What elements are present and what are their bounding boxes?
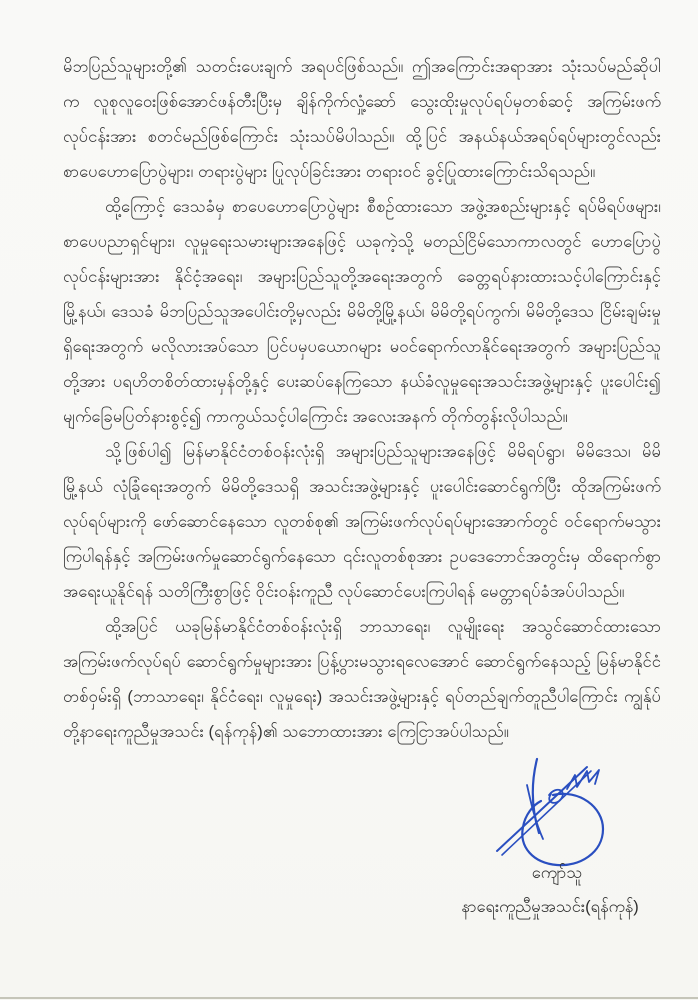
letter-body	[63, 50, 661, 750]
paragraph-1: မိဘပြည်သူများတို့၏ သတင်းပေးချက် အရပင်ဖြစ်သည်။ ဤအကြောင်းအရာအား သုံးသပ်မည်ဆိုပါက လူစုလူဝေးဖြစ်အောင်ဖန်တီးပြီးမှ ချိန်ကိုက်လှုံ့ဆော် သွေးထိုးမှုလုပ်ရပ်မှတစ်ဆင့် အကြမ်းဖက်လုပ်ငန်းအား စတင်မည်ဖြစ်ကြောင်း သုံးသပ်မိပါသည်။ ထို့ပြင် အနယ်နယ်အရပ်ရပ်များတွင်လည်း စာပေဟောပြောပွဲများ၊ တရားပွဲများ ပြုလုပ်ခြင်းအား တရားဝင် ခွင့်ပြုထားကြောင်းသိရသည်။	[63, 58, 661, 181]
paragraph-3: သို့ဖြစ်ပါ၍ မြန်မာနိုင်ငံတစ်ဝန်းလုံးရှိ အများပြည်သူများအနေဖြင့် မိမိရပ်ရွာ၊ မိမိဒေသ၊ မိမိမြို့နယ် လုံခြုံရေးအတွက် မိမိတို့ဒေသရှိ အသင်းအဖွဲ့များနှင့် ပူးပေါင်းဆောင်ရွက်ပြီး ထိုအကြမ်းဖက်လုပ်ရပ်များကို ဖော်ဆောင်နေသော လူတစ်စု၏ အကြမ်းဖက်လုပ်ရပ်များအောက်တွင် ဝင်ရောက်မသွားကြပါရန်နှင့် အကြမ်းဖက်မှုဆောင်ရွက်နေသော ၎င်းလူတစ်စုအား ဥပဒေဘောင်အတွင်းမှ ထိရောက်စွာအရေးယူနိုင်ရန် သတိကြီးစွာဖြင့် ဝိုင်းဝန်းကူညီ လုပ်ဆောင်ပေးကြပါရန် မေတ္တာရပ်ခံအပ်ပါသည်။	[63, 443, 661, 601]
paragraph-2: ထို့ကြောင့် ဒေသခံမှ စာပေဟောပြောပွဲများ စီစဉ်ထားသော အဖွဲ့အစည်းများနှင့် ရပ်မိရပ်ဖများ၊ စာပေပညာရှင်များ၊ လူမှုရေးသမားများအနေဖြင့် ယခုကဲ့သို့ မတည်ငြိမ်သောကာလတွင် ဟောပြောပွဲလုပ်ငန်းများအား နိုင်ငံ့အရေး၊ အများပြည်သူတို့အရေးအတွက် ခေတ္တရပ်နားထားသင့်ပါကြောင်းနှင့် မြို့နယ်၊ ဒေသခံ မိဘပြည်သူအပေါင်းတို့မှလည်း မိမိတို့မြို့နယ်၊ မိမိတို့ရပ်ကွက်၊ မိမိတို့ဒေသ ငြိမ်းချမ်းမှုရှိရေးအတွက် မလိုလားအပ်သော ပြင်ပမှပယောဂများ မဝင်ရောက်လာနိုင်ရေးအတွက် အများပြည်သူတို့အား ပရဟိတစိတ်ထားမှန်တို့နှင့် ပေးဆပ်နေကြသော နယ်ခံလူမှုရေးအသင်းအဖွဲ့များနှင့် ပူးပေါင်း၍ မျက်ခြေမပြတ်နားစွင့်၍ ကာကွယ်သင့်ပါကြောင်း အလေးအနက် တိုက်တွန်းလိုပါသည်။	[63, 198, 661, 426]
organization-name: နာရေးကူညီမှုအသင်း(ရန်ကုန်)	[461, 898, 639, 916]
signature-block	[430, 755, 670, 919]
signer-name: ကျော်သူ	[531, 864, 583, 882]
scan-edge-artifact	[0, 997, 698, 999]
paragraph-4: ထို့အပြင် ယခုမြန်မာနိုင်ငံတစ်ဝန်းလုံးရှိ ဘာသာရေး၊ လူမျိုးရေး အသွင်ဆောင်ထားသော အကြမ်းဖက်လုပ်ရပ် ဆောင်ရွက်မှုများအား ပြန့်ပွားမသွားရလေအောင် ဆောင်ရွက်နေသည့် မြန်မာနိုင်ငံတစ်ဝှမ်းရှိ (ဘာသာရေး၊ နိုင်ငံရေး၊ လူမှုရေး) အသင်းအဖွဲ့များနှင့် ရပ်တည်ချက်တူညီပါကြောင်း ကျွန်ုပ်တို့နာရေးကူညီမှုအသင်း (ရန်ကုန်)၏ သဘောထားအား ကြေငြာအပ်ပါသည်။	[63, 618, 661, 741]
handwritten-signature-icon	[475, 755, 625, 873]
